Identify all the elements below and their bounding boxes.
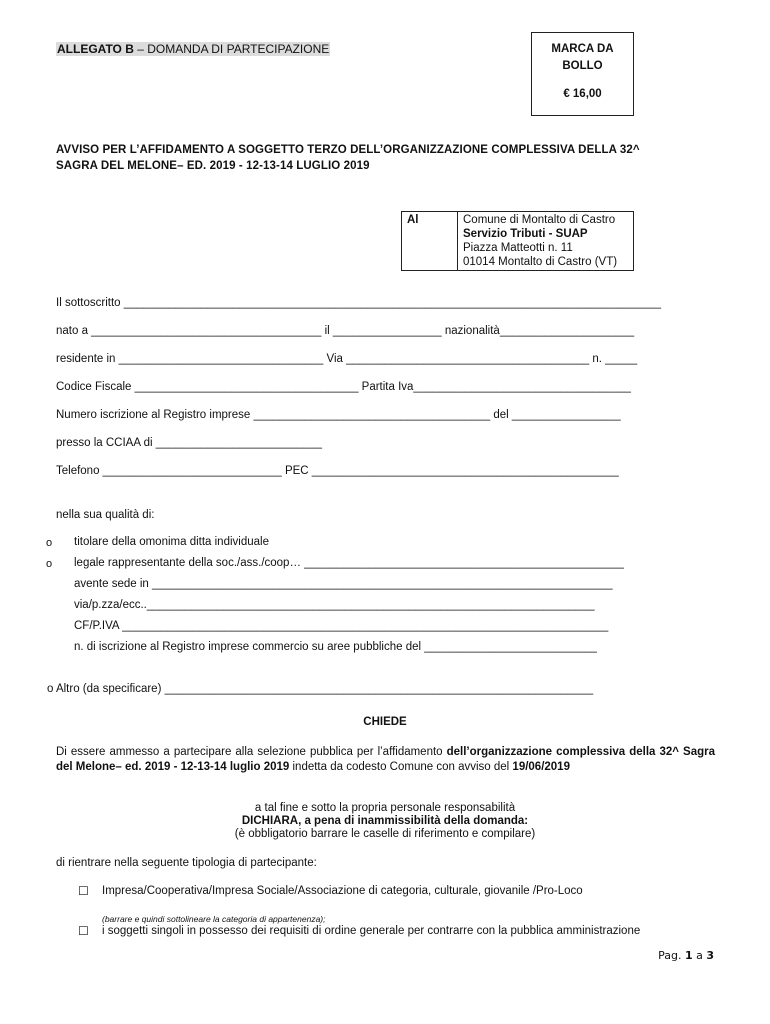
option-legale-rappresentante[interactable]: legale rappresentante della soc./ass./coop… __________________________________________________ bbox=[74, 557, 624, 569]
page-of: a bbox=[692, 949, 707, 962]
chiede-text-b: dell’organizzazione complessiva della 32^ Sagra del Melone– ed. 2019 - 12-13-14 luglio 2019 bbox=[56, 746, 715, 773]
recipient-address bbox=[458, 212, 634, 271]
tipologia-note: (barrare e quindi sottolineare la categoria di appartenenza); bbox=[102, 914, 326, 924]
recipient-line4: 01014 Montalto di Castro (VT) bbox=[463, 256, 618, 268]
field-cciaa[interactable]: presso la CCIAA di __________________________ bbox=[56, 437, 322, 449]
option-altro[interactable]: o Altro (da specificare) ___________________________________________________________________ bbox=[47, 683, 594, 695]
header-bold: ALLEGATO B bbox=[57, 42, 134, 56]
page-label: Pag. bbox=[658, 949, 685, 962]
chiede-text-a: Di essere ammesso a partecipare alla selezione pubblica per l’affidamento bbox=[56, 746, 447, 758]
header-rest: – DOMANDA DI PARTECIPAZIONE bbox=[133, 42, 330, 56]
field-sottoscritto[interactable]: Il sottoscritto ____________________________________________________________________________________ bbox=[56, 297, 661, 309]
recipient-line3: Piazza Matteotti n. 11 bbox=[463, 242, 573, 254]
recipient-label: Al bbox=[402, 212, 458, 271]
tipologia-option-1: Impresa/Cooperativa/Impresa Sociale/Associazione di categoria, culturale, giovanile /Pro-Loco bbox=[102, 885, 583, 897]
checkbox-impresa[interactable]: ☐ bbox=[78, 884, 89, 898]
field-residente[interactable]: residente in ________________________________ Via ______________________________________ n. _____ bbox=[56, 353, 638, 365]
dichiara-line3: (è obbligatorio barrare le caselle di riferimento e compilare) bbox=[234, 828, 536, 840]
tipologia-option-2: i soggetti singoli in possesso dei requisiti di ordine generale per contrarre con la pubblica amministrazione bbox=[102, 925, 641, 937]
dichiara-line2: DICHIARA, a pena di inammissibilità della domanda: bbox=[241, 815, 529, 827]
checkbox-soggetti-singoli[interactable]: ☐ bbox=[78, 924, 89, 938]
recipient-line1: Comune di Montalto di Castro bbox=[463, 214, 616, 226]
stamp-price: € 16,00 bbox=[563, 88, 602, 100]
title-line2: SAGRA DEL MELONE– ED. 2019 - 12-13-14 LUGLIO 2019 bbox=[56, 160, 370, 172]
bullet-2[interactable]: o bbox=[46, 558, 53, 570]
page-total: 3 bbox=[706, 949, 714, 962]
chiede-paragraph bbox=[56, 745, 715, 775]
document-title bbox=[56, 142, 746, 174]
field-cf-piva[interactable]: CF/P.IVA ____________________________________________________________________________ bbox=[74, 620, 609, 632]
bullet-1[interactable]: o bbox=[46, 537, 53, 549]
page-current: 1 bbox=[684, 949, 693, 962]
stamp-line1: MARCA DA bbox=[551, 43, 614, 55]
field-via[interactable]: via/p.zza/ecc..______________________________________________________________________ bbox=[74, 599, 595, 611]
title-line1: AVVISO PER L’AFFIDAMENTO A SOGGETTO TERZO DELL’ORGANIZZAZIONE COMPLESSIVA DELLA 32^ bbox=[56, 144, 640, 156]
option-titolare: titolare della omonima ditta individuale bbox=[74, 536, 269, 548]
chiede-text-c: indetta da codesto Comune con avviso del bbox=[289, 761, 513, 773]
recipient-table bbox=[401, 211, 634, 271]
field-telefono-pec[interactable]: Telefono ____________________________ PEC ________________________________________________ bbox=[56, 465, 619, 477]
chiede-heading: CHIEDE bbox=[363, 716, 407, 728]
dichiara-line1: a tal fine e sotto la propria personale responsabilità bbox=[254, 802, 516, 814]
document-header bbox=[56, 42, 330, 56]
chiede-date: 19/06/2019 bbox=[512, 761, 570, 773]
qualita-intro: nella sua qualità di: bbox=[56, 509, 155, 521]
recipient-line2: Servizio Tributi - SUAP bbox=[463, 228, 588, 240]
field-registro-imprese[interactable]: Numero iscrizione al Registro imprese _____________________________________ del _________________ bbox=[56, 409, 621, 421]
stamp-line2: BOLLO bbox=[562, 60, 603, 72]
revenue-stamp-box bbox=[531, 32, 634, 116]
field-iscrizione[interactable]: n. di iscrizione al Registro imprese commercio su aree pubbliche del ___________________________ bbox=[74, 641, 597, 653]
field-nato[interactable]: nato a ____________________________________ il _________________ nazionalità_____________________ bbox=[56, 325, 635, 337]
page-number bbox=[658, 949, 714, 962]
field-sede[interactable]: avente sede in ________________________________________________________________________ bbox=[74, 578, 613, 590]
field-codice-fiscale[interactable]: Codice Fiscale ___________________________________ Partita Iva__________________________________ bbox=[56, 381, 631, 393]
tipologia-intro: di rientrare nella seguente tipologia di partecipante: bbox=[56, 857, 317, 869]
